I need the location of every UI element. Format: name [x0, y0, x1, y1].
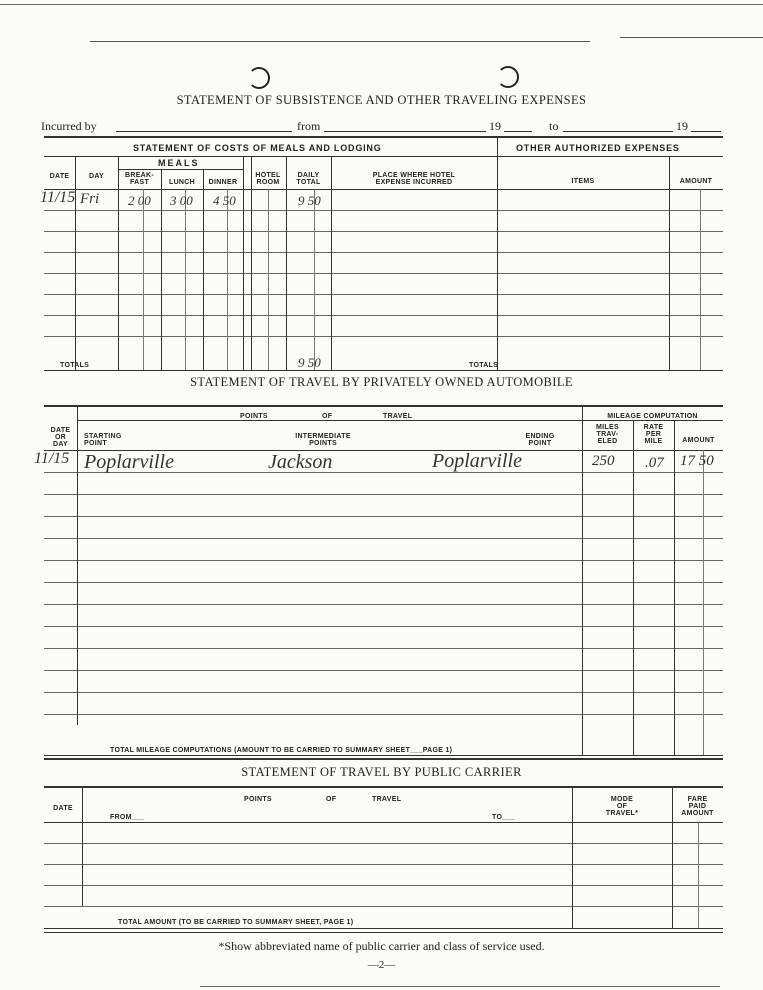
- bottom-rule: [200, 986, 720, 987]
- row1-breakfast[interactable]: 2 00: [128, 193, 151, 208]
- col-ending-header: ENDING POINT: [525, 433, 555, 447]
- col-date-or-day-header: DATE OR DAY: [50, 427, 71, 448]
- col-divider: [497, 136, 498, 370]
- col-dinner-header: DINNER: [208, 179, 238, 186]
- col-mode-header: MODE OF TRAVEL*: [605, 796, 639, 817]
- row-rule: [44, 843, 723, 844]
- row-rule: [44, 315, 723, 316]
- meals-header: MEALS: [158, 158, 200, 168]
- top-rule: [90, 41, 590, 42]
- table-border-top: [44, 405, 723, 407]
- incurred-by-label: Incurred by: [41, 119, 97, 133]
- col-divider: [672, 786, 673, 928]
- row1-day[interactable]: Fri: [80, 191, 100, 207]
- row1-daily-total[interactable]: 9 50: [298, 193, 321, 208]
- section3-top-rule: [44, 758, 723, 760]
- row-rule: [44, 336, 723, 337]
- col-amount-header: AMOUNT: [682, 437, 715, 444]
- col-divider: [582, 405, 583, 755]
- col-divider: [161, 169, 162, 370]
- cents-divider: [143, 189, 144, 370]
- of-label: OF: [322, 413, 333, 420]
- section-title-rule: [44, 156, 723, 157]
- header-rule: [44, 189, 723, 190]
- col-rate-header: RATE PER MILE: [643, 424, 664, 445]
- col-fare-header: FARE PAID AMOUNT: [681, 796, 714, 817]
- row-rule: [44, 864, 723, 865]
- from-label: FROM___: [110, 814, 145, 821]
- header-bottom-rule: [44, 822, 723, 823]
- cents-divider: [185, 189, 186, 370]
- col-daily-total-header: DAILY TOTAL: [296, 172, 321, 186]
- cents-divider: [227, 189, 228, 370]
- col-divider: [118, 156, 119, 370]
- col-divider: [572, 786, 573, 928]
- row-rule: [44, 231, 723, 232]
- col-divider: [633, 420, 634, 755]
- table-border-bottom: [44, 928, 723, 929]
- col-hotel-header: HOTEL ROOM: [255, 172, 281, 186]
- row-rule: [44, 714, 723, 715]
- row-rule: [44, 885, 723, 886]
- punch-hole-right: [497, 66, 519, 88]
- meals-lodging-title: STATEMENT OF COSTS OF MEALS AND LODGING: [133, 143, 382, 153]
- row-rule: [44, 906, 723, 907]
- table-border-top: [44, 786, 723, 788]
- col-divider: [82, 786, 83, 906]
- col-divider: [77, 405, 78, 725]
- row-rule: [44, 210, 723, 211]
- travel-label: TRAVEL: [383, 413, 413, 420]
- row-rule: [44, 560, 723, 561]
- year-label-2: 19: [676, 119, 688, 133]
- cents-divider: [314, 189, 315, 370]
- col-divider: [203, 169, 204, 370]
- totals-label-right: TOTALS: [469, 362, 499, 369]
- year-field-1[interactable]: [504, 131, 532, 132]
- totals-rule: [44, 370, 723, 371]
- col-divider: [286, 156, 287, 370]
- col-place-header: PLACE WHERE HOTEL EXPENSE INCURRED: [372, 172, 456, 186]
- meals-header-rule: [118, 169, 243, 170]
- auto-row1-date[interactable]: 11/15: [34, 450, 70, 467]
- col-divider: [669, 156, 670, 370]
- table-border-bottom-double: [44, 932, 723, 933]
- row-rule: [44, 273, 723, 274]
- travel-label: TRAVEL: [372, 796, 402, 803]
- points-label: POINTS: [244, 796, 272, 803]
- table-border-top: [44, 136, 723, 138]
- top-edge-line: [0, 4, 763, 5]
- row-rule: [44, 692, 723, 693]
- col-breakfast-header: BREAK- FAST: [124, 172, 155, 186]
- totals-label-left: TOTALS: [60, 362, 90, 369]
- col-items-header: ITEMS: [571, 178, 595, 185]
- col-divider: [251, 156, 252, 370]
- from-label: from: [297, 119, 321, 133]
- cents-divider: [698, 822, 699, 928]
- to-label: TO___: [492, 814, 515, 821]
- totals-daily-value[interactable]: 9 50: [298, 355, 321, 370]
- row-rule: [44, 670, 723, 671]
- col-date-header: DATE: [49, 173, 70, 180]
- cents-divider: [703, 450, 704, 755]
- punch-hole-left: [248, 67, 270, 89]
- main-title: STATEMENT OF SUBSISTENCE AND OTHER TRAVELING EXPENSES: [176, 93, 587, 107]
- auto-row1-starting[interactable]: Poplarville: [84, 451, 174, 473]
- page-number: —2—: [367, 959, 396, 971]
- cents-divider: [700, 189, 701, 370]
- auto-row1-ending[interactable]: Poplarville: [432, 450, 522, 472]
- top-rule-right: [620, 37, 763, 38]
- auto-row1-miles[interactable]: 250: [592, 453, 615, 469]
- mileage-computation-header: MILEAGE COMPUTATION: [607, 413, 698, 420]
- public-carrier-title: STATEMENT OF TRAVEL BY PUBLIC CARRIER: [241, 765, 522, 779]
- row-rule: [44, 494, 723, 495]
- row-rule: [44, 252, 723, 253]
- col-lunch-header: LUNCH: [169, 179, 195, 186]
- table-border-bottom: [44, 755, 723, 756]
- col-date-header: DATE: [53, 805, 73, 812]
- col-intermediate-header: INTERMEDIATE POINTS: [295, 433, 351, 447]
- total-mileage-label: TOTAL MILEAGE COMPUTATIONS (AMOUNT TO BE CARRIED TO SUMMARY SHEET___PAGE 1): [110, 747, 453, 754]
- auto-row1-intermediate[interactable]: Jackson: [268, 451, 333, 473]
- of-label: OF: [326, 796, 337, 803]
- other-expenses-title: OTHER AUTHORIZED EXPENSES: [516, 143, 680, 153]
- incurred-by-field[interactable]: [116, 131, 292, 132]
- col-divider: [674, 420, 675, 755]
- year-field-2[interactable]: [691, 131, 721, 132]
- from-field[interactable]: [324, 131, 486, 132]
- auto-row1-rate[interactable]: .07: [645, 455, 664, 471]
- row-rule: [44, 516, 723, 517]
- row-rule: [44, 294, 723, 295]
- total-amount-label: TOTAL AMOUNT (TO BE CARRIED TO SUMMARY SHEET, PAGE 1): [118, 919, 354, 926]
- row-rule: [44, 626, 723, 627]
- to-field[interactable]: [563, 131, 673, 132]
- auto-row1-amount[interactable]: 17 50: [680, 453, 714, 469]
- row1-date[interactable]: 11/15: [40, 189, 76, 206]
- col-starting-header: STARTING POINT: [84, 433, 122, 447]
- cents-divider: [268, 189, 269, 370]
- row1-lunch[interactable]: 3 00: [170, 193, 193, 208]
- header-rule: [77, 420, 723, 421]
- col-divider: [331, 156, 332, 370]
- col-day-header: DAY: [88, 173, 105, 180]
- row-rule: [44, 582, 723, 583]
- col-miles-header: MILES TRAV- ELED: [596, 424, 619, 445]
- year-label-1: 19: [489, 119, 501, 133]
- row-rule: [44, 538, 723, 539]
- to-label: to: [549, 119, 559, 133]
- points-label: POINTS: [240, 413, 268, 420]
- row-rule: [44, 648, 723, 649]
- row1-dinner[interactable]: 4 50: [213, 193, 236, 208]
- automobile-title: STATEMENT OF TRAVEL BY PRIVATELY OWNED AUTOMOBILE: [190, 375, 573, 389]
- footnote: *Show abbreviated name of public carrier and class of service used.: [218, 939, 545, 953]
- col-divider: [243, 156, 244, 370]
- col-amount-header: AMOUNT: [679, 178, 713, 185]
- row-rule: [44, 604, 723, 605]
